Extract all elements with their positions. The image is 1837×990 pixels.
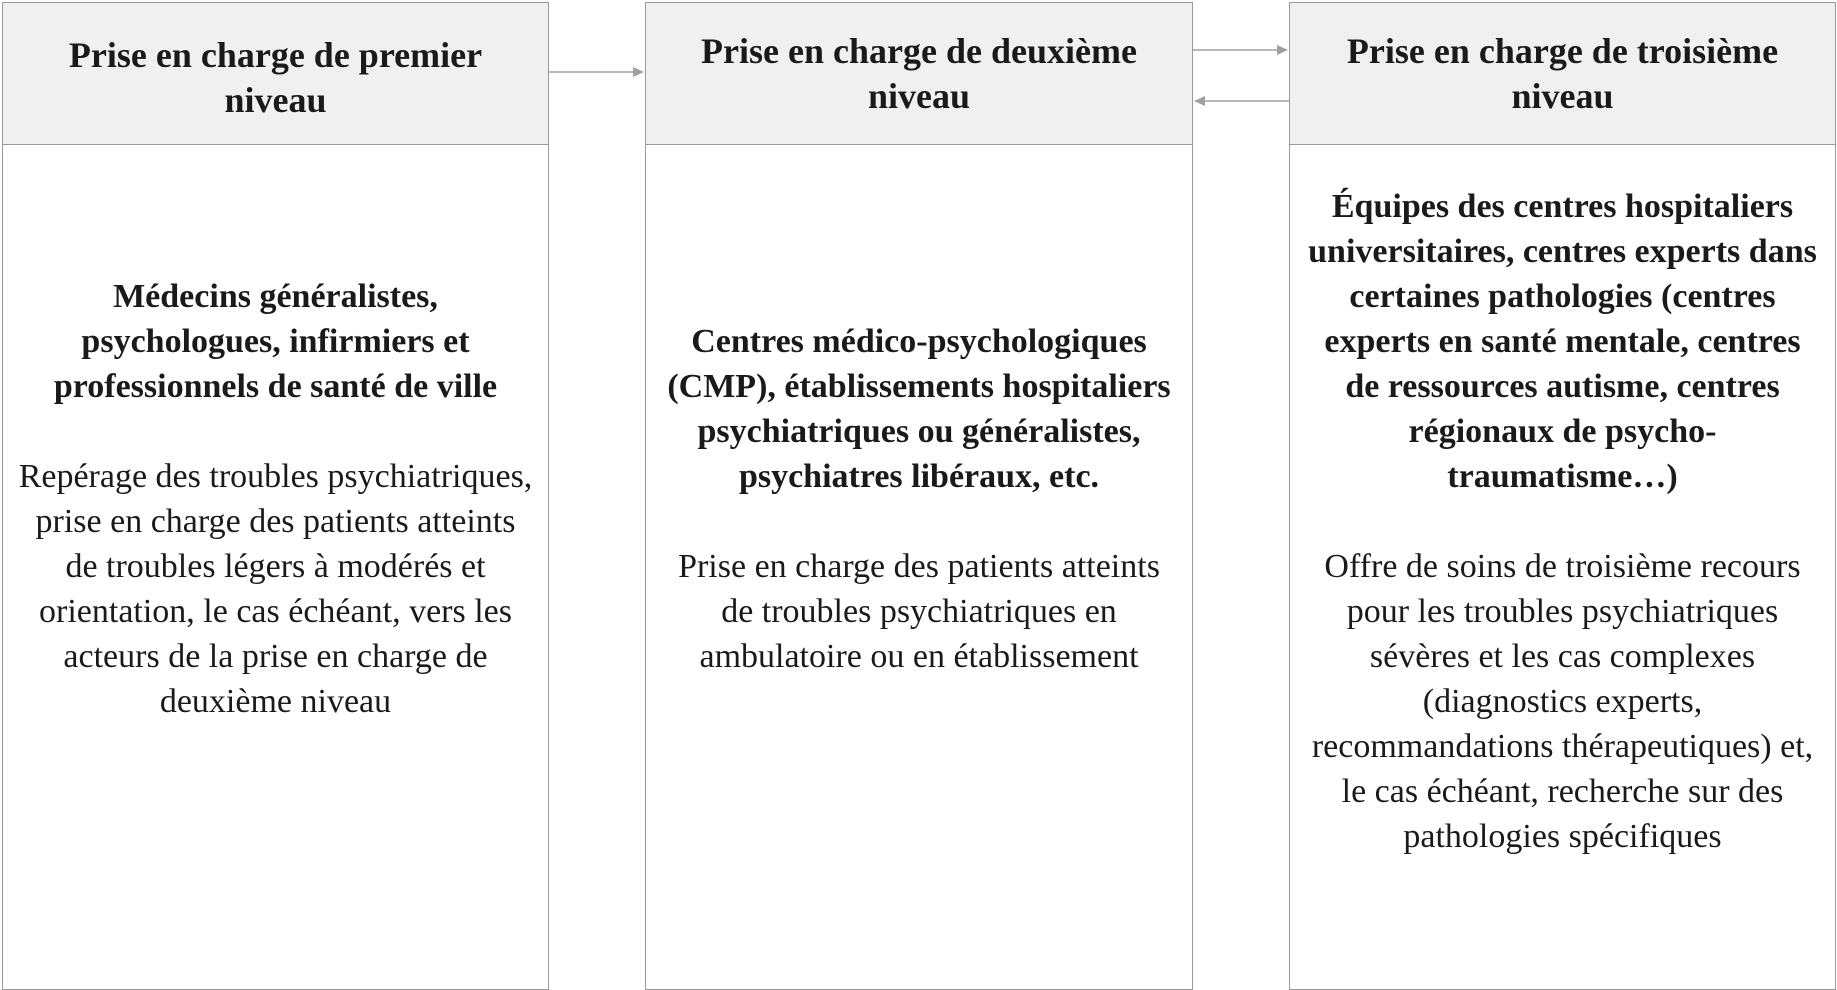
level-1-header bbox=[3, 3, 548, 145]
arrow-level3-to-level2 bbox=[1193, 93, 1289, 109]
level-3-description: Offre de soins de troisième recours pour les troubles psychiatriques sévères et les cas complexes (diagnostics experts, recommandations thérapeutiques) et, le cas échéant, recherche sur des pathologies spécifiques bbox=[1311, 548, 1814, 855]
level-1-actors: Médecins généralistes, psychologues, infirmiers et professionnels de santé de ville bbox=[53, 278, 498, 405]
level-2-box bbox=[645, 2, 1193, 990]
level-1-box bbox=[2, 2, 549, 990]
level-3-title: Prise en charge de troisième niveau bbox=[1346, 30, 1779, 116]
level-3-box bbox=[1289, 2, 1836, 990]
level-1-body bbox=[3, 146, 548, 989]
level-3-actors: Équipes des centres hospitaliers universitaires, centres experts dans certaines pathologies (centres experts en santé mentale, centres de ressources autisme, centres régionaux de psycho-traumatisme…) bbox=[1308, 188, 1817, 495]
level-2-actors: Centres médico-psychologiques (CMP), établissements hospitaliers psychiatriques ou généralistes, psychiatres libéraux, etc. bbox=[667, 323, 1171, 495]
arrow-level1-to-level2 bbox=[549, 64, 645, 80]
level-2-description: Prise en charge des patients atteints de troubles psychiatriques en ambulatoire ou en établissement bbox=[678, 548, 1160, 675]
level-2-title: Prise en charge de deuxième niveau bbox=[701, 30, 1137, 116]
level-3-body bbox=[1290, 146, 1835, 989]
level-1-description: Repérage des troubles psychiatriques, prise en charge des patients atteints de troubles légers à modérés et orientation, le cas échéant, vers les acteurs de la prise en charge de deuxième niveau bbox=[18, 458, 533, 720]
arrow-level2-to-level3 bbox=[1193, 42, 1289, 58]
arrow-head bbox=[1277, 45, 1288, 55]
level-3-header bbox=[1290, 3, 1835, 145]
arrow-head bbox=[1194, 96, 1205, 106]
arrow-head bbox=[633, 67, 644, 77]
level-2-body bbox=[646, 146, 1192, 989]
level-1-title: Prise en charge de premier niveau bbox=[68, 34, 483, 120]
level-2-header bbox=[646, 3, 1192, 145]
